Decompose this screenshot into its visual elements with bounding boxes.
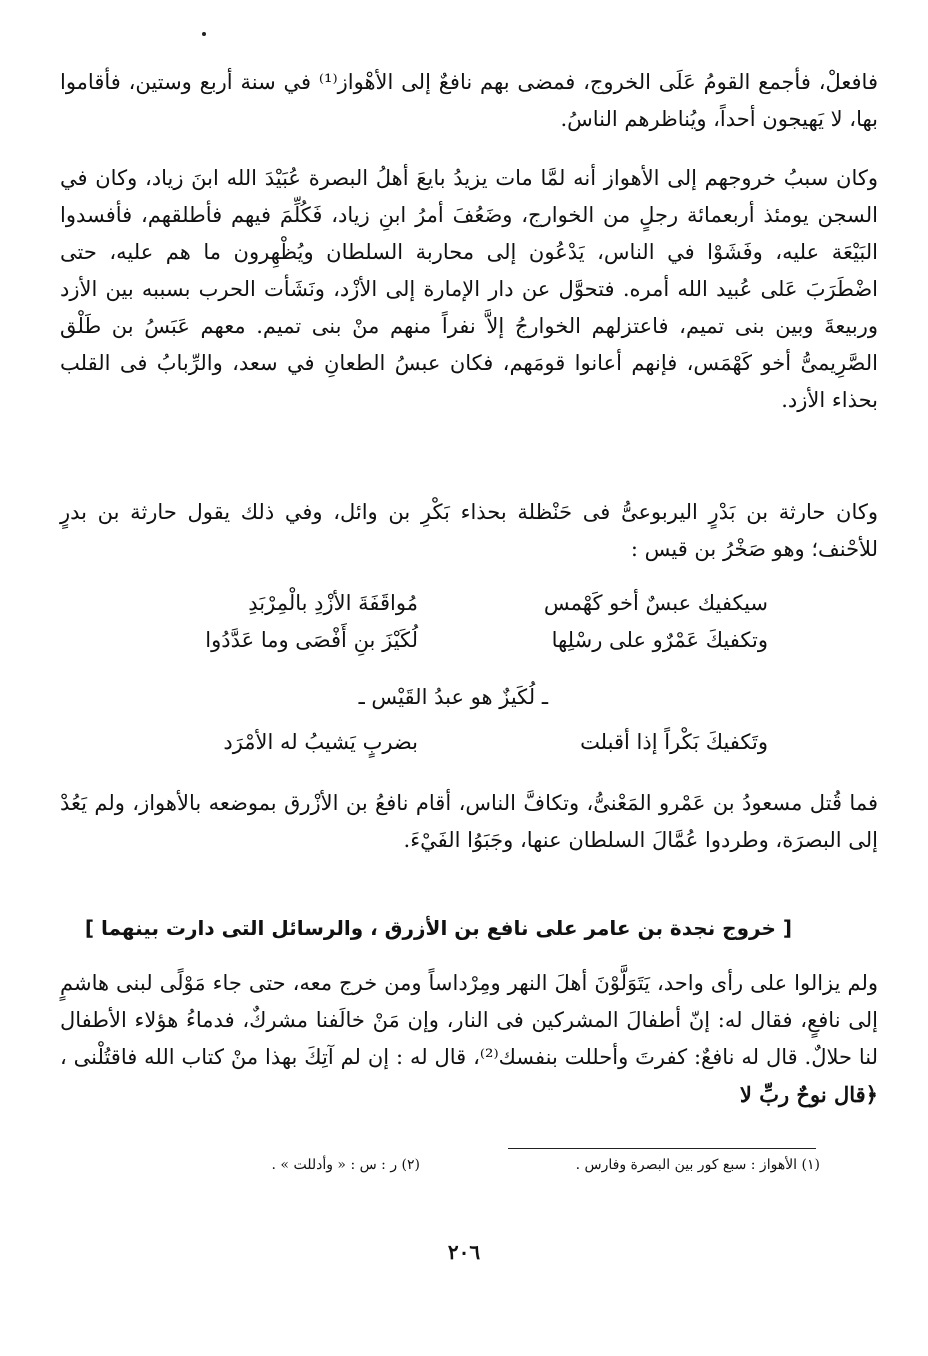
verse-2-second-hemistich: لُكَيْزَ بنِ أَفْصَى وما عَدَّدُوا bbox=[205, 628, 418, 652]
paragraph-4: فما قُتل مسعودُ بن عَمْرو المَعْنىُّ، وتكافَّ الناس، أقام نافعُ بن الأزْرق بموضعه بالأهواز، ولم يَعُدْ إلى البصرَة، وطردوا عُمَّالَ السلطان عنها، وجَبَوُا الفَيْءَ. bbox=[60, 791, 878, 852]
section-heading: [ خروج نجدة بن عامر على نافع بن الأزرق ، والرسائل التى دارت بينهما ] bbox=[84, 916, 792, 940]
verse-2-first-hemistich: وتكفيكَ عَمْرٌو على رسْلِها bbox=[551, 628, 768, 652]
footnote-2: (٢) ر : س : « وأدللت » . bbox=[271, 1157, 420, 1173]
page-number: ٢٠٦ bbox=[447, 1240, 481, 1264]
paragraph-2: وكان سببُ خروجهم إلى الأهواز أنه لمَّا مات يزيدُ بايعَ أهلُ البصرة عُبَيْدَ الله ابنَ زياد، وكان في السجن يومئذ أربعمائة رجلٍ من الخوارج، وضَعُفَ أمرُ ابنِ زياد، فَكُلِّمَ فيهم فأطلقهم، فأفسدوا البَيْعَة عليه، وفَشَوْا في الناس، يَدْعُون إلى محاربة السلطان ويُظْهِرون ما هم عليه، حتى اضْطَرَبَ عَلى عُبيد الله أمره. فتحوَّل عن دار الإمارة إلى الأزْد، ونَشَأت الحرب بسببه بين الأزد وربيعةَ وبين بنى تميم، فاعتزلهم الخوارجُ إلاَّ نفراً منهم منْ بنى تميم. معهم عَبَسُ بن طَلْق الصَّرِيمىُّ أخو كَهْمَس، فإنهم أعانوا قومَهم، فكان عبسُ الطعانِ في سعد، والرِّبابُ فى القلب بحذاء الأزد. bbox=[60, 166, 878, 412]
verse-1-first-hemistich: سيكفيك عبسٌ أخو كَهْمس bbox=[543, 591, 768, 615]
paragraph-1-block bbox=[60, 64, 878, 138]
paragraph-3-block bbox=[60, 494, 878, 568]
verse-3-second-hemistich: بضربٍ يَشيبُ له الأمْرَد bbox=[223, 730, 418, 754]
paragraph-5 bbox=[60, 965, 878, 1114]
footnote-separator bbox=[508, 1148, 816, 1149]
paragraph-4-block bbox=[60, 785, 878, 859]
paragraph-1: فافعلْ، فأجمع القومُ عَلَى الخروج، فمضى بهم نافعٌ إلى الأهْواز⁽¹⁾ في سنة أربع وستين، فأقاموا بها، لا يَهيجون أحداً، ويُناظرهم الناسُ. bbox=[60, 70, 878, 131]
verse-gloss: ـ لُكَيزٌ هو عبدُ القَيْس ـ bbox=[358, 685, 548, 709]
paragraph-5-block bbox=[60, 965, 878, 1114]
paragraph-5-text: ولم يزالوا على رأى واحد، يَتَوَلَّوْنَ أهلَ النهر ومِرْداساً ومن خرج معه، حتى جاء مَوْلًى لبنى هاشمٍ إلى نافعٍ، فقال له: إنّ أطفالَ المشركين فى النار، وإن مَنْ خالَفنا مشركٌ، فدماءُ هؤلاء الأطفال لنا حلالٌ. قال له نافعٌ: كفرتَ وأحللت بنفسك⁽²⁾، قال له : إن لم آتِكَ بهذا منْ كتاب الله فاقتُلْنى ، bbox=[60, 971, 878, 1069]
verse-1-second-hemistich: مُواقَفَةَ الأزْدِ بالْمِرْبَدِ bbox=[248, 591, 418, 615]
paragraph-3: وكان حارثة بن بَدْرٍ اليربوعىُّ فى حَنْظلة بحذاء بَكْرِ بن وائل، وفي ذلك يقول حارثة بن بدرٍ للأحْنف؛ وهو صَخْرُ بن قيس : bbox=[60, 500, 878, 561]
verse-3-first-hemistich: وتَكفيكَ بَكْراً إذا أقبلت bbox=[580, 730, 768, 754]
quran-quote: ﴿قال نوحٌ ربِّ لا bbox=[739, 1082, 878, 1107]
paragraph-2-block bbox=[60, 160, 878, 419]
scan-mark bbox=[202, 32, 206, 36]
footnote-1: (١) الأهواز : سبع كور بين البصرة وفارس . bbox=[575, 1157, 820, 1173]
